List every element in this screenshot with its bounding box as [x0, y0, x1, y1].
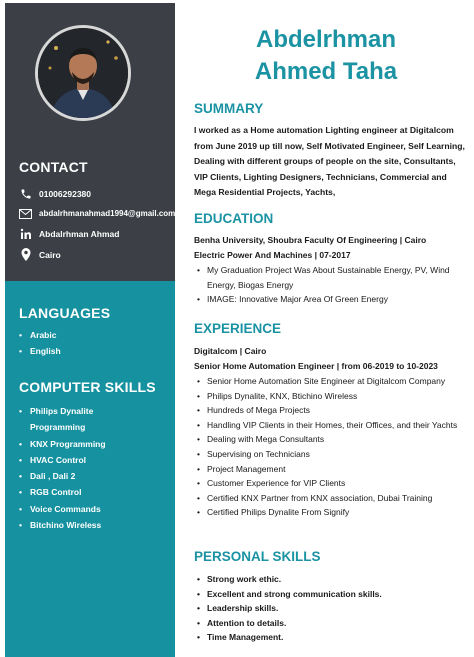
- phone-value[interactable]: 01006292380: [39, 188, 92, 199]
- computer-skills-heading: COMPUTER SKILLS: [19, 379, 156, 395]
- experience-item: • Philips Dynalite, KNX, Btichino Wireless: [196, 389, 466, 404]
- education-item: • IMAGE: Innovative Major Area Of Green Energy: [196, 292, 466, 307]
- first-name: Abdelrhman: [255, 26, 396, 53]
- candidate-name: [194, 24, 458, 88]
- computer-skill-item: • Voice Commands: [19, 501, 129, 517]
- experience-item: • Certified KNX Partner from KNX association, Dubai Training: [196, 491, 466, 506]
- education-list: [194, 263, 466, 307]
- experience-item: • Handling VIP Clients in their Homes, their Offices, and their Yachts: [196, 418, 466, 433]
- experience-list: [194, 374, 466, 520]
- experience-role: Senior Home Automation Engineer | from 06-2019 to 10-2023: [194, 361, 438, 371]
- computer-skill-item: • RGB Control: [19, 484, 129, 500]
- summary-heading: SUMMARY: [194, 101, 264, 116]
- languages-list: [19, 327, 61, 360]
- experience-item: • Project Management: [196, 462, 466, 477]
- education-institution: Benha University, Shoubra Faculty Of Engineering | Cairo: [194, 235, 427, 245]
- experience-item: • Supervising on Technicians: [196, 447, 466, 462]
- contact-email: [19, 207, 179, 220]
- language-item: • Arabic: [19, 327, 61, 343]
- location-pin-icon: [19, 248, 32, 261]
- personal-skills-heading: PERSONAL SKILLS: [194, 549, 321, 564]
- computer-skill-item: • KNX Programming: [19, 436, 129, 452]
- computer-skill-item: • Bitchino Wireless: [19, 517, 129, 533]
- contact-heading: CONTACT: [19, 159, 88, 175]
- computer-skill-item: • HVAC Control: [19, 452, 129, 468]
- computer-skill-item: • Philips Dynalite Programming: [19, 403, 129, 436]
- language-item: • English: [19, 343, 61, 359]
- experience-heading: EXPERIENCE: [194, 321, 282, 336]
- personal-skill-item: • Excellent and strong communication skills.: [196, 587, 466, 602]
- personal-skill-item: • Strong work ethic.: [196, 572, 466, 587]
- linkedin-icon: [19, 227, 32, 240]
- languages-heading: LANGUAGES: [19, 305, 111, 321]
- experience-item: • Dealing with Mega Consultants: [196, 432, 466, 447]
- email-icon: [19, 207, 32, 220]
- experience-item: • Certified Philips Dynalite From Signify: [196, 505, 466, 520]
- experience-item: • Hundreds of Mega Projects: [196, 403, 466, 418]
- education-item: • My Graduation Project Was About Sustainable Energy, PV, Wind Energy, Biogas Energy: [196, 263, 466, 292]
- location-value: Cairo: [39, 249, 61, 260]
- summary-text: I worked as a Home automation Lighting engineer at Digitalcom from June 2019 up till now, Self Motivated Engineer, Self Learning, Dealing with different groups of people on the site, Consultants, VIP Clients, Lighting Designers, Technicians, Commercial and Mega Residential Projects, Yachts,: [194, 125, 465, 197]
- contact-linkedin: [19, 227, 179, 240]
- profile-photo: [35, 25, 131, 121]
- linkedin-value[interactable]: Abdalrhman Ahmad: [39, 228, 120, 239]
- personal-skills-list: [194, 572, 466, 645]
- computer-skills-list: [19, 403, 129, 533]
- last-name: Ahmed Taha: [254, 58, 398, 85]
- contact-location: [19, 248, 179, 261]
- education-heading: EDUCATION: [194, 211, 274, 226]
- sidebar: [5, 3, 175, 657]
- contact-phone: [19, 187, 179, 200]
- personal-skill-item: • Attention to details.: [196, 616, 466, 631]
- experience-item: • Senior Home Automation Site Engineer at Digitalcom Company: [196, 374, 466, 389]
- computer-skill-item: • Dali , Dali 2: [19, 468, 129, 484]
- phone-icon: [19, 187, 32, 200]
- education-degree: Electric Power And Machines | 07-2017: [194, 250, 351, 260]
- experience-company: Digitalcom | Cairo: [194, 346, 267, 356]
- personal-skill-item: • Leadership skills.: [196, 601, 466, 616]
- personal-skill-item: • Time Management.: [196, 630, 466, 645]
- experience-item: • Customer Experience for VIP Clients: [196, 476, 466, 491]
- email-value[interactable]: abdalrhmanahmad1994@gmail.com: [39, 209, 176, 218]
